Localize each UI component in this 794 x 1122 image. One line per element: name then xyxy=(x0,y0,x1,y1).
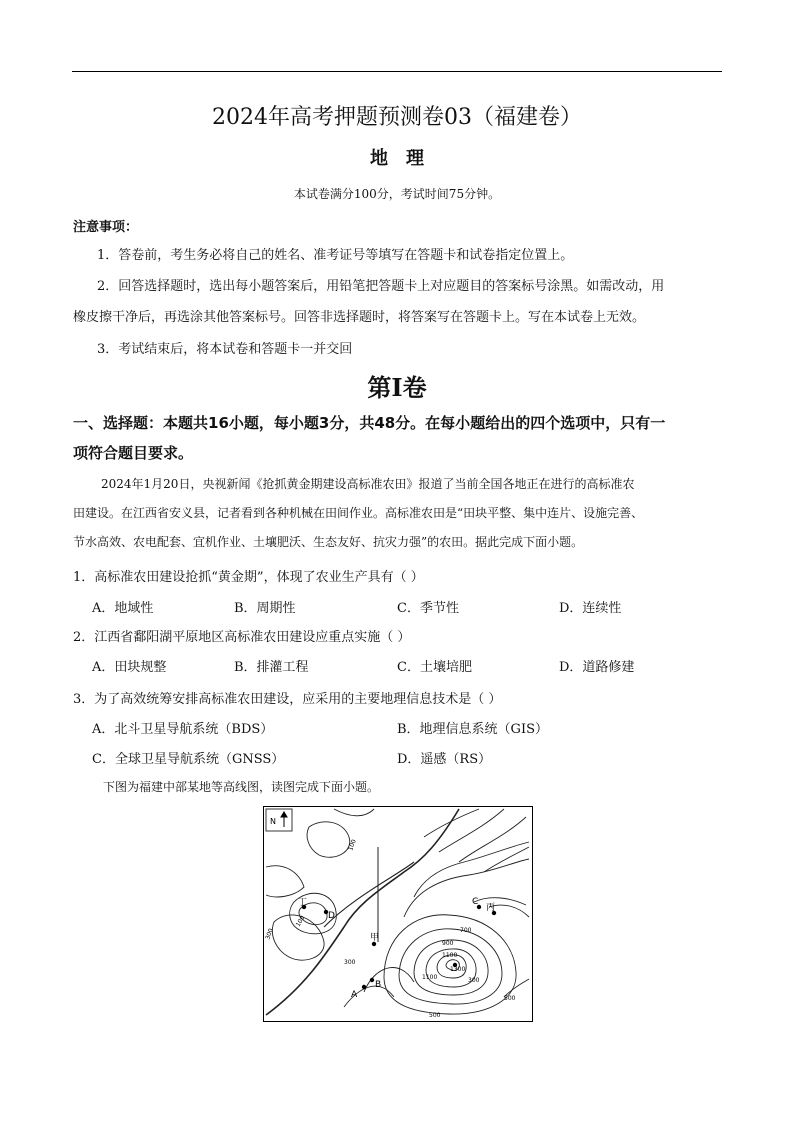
map-label-b: B xyxy=(375,980,382,990)
q1-option-b: B．周期性 xyxy=(234,601,296,616)
contour-label-5: 900 xyxy=(442,940,454,947)
notice-heading: 注意事项： xyxy=(73,220,139,235)
notice-item-2: 2．回答选择题时，选出每小题答案后，用铅笔把答题卡上对应题目的答案标号涂黑。如需改动，用 xyxy=(97,279,665,294)
question-3-stem: 3．为了高效统筹安排高标准农田建设，应采用的主要地理信息技术是（ ） xyxy=(73,692,502,707)
q2-option-c: C．土壤培肥 xyxy=(397,660,472,675)
map-label-d: D xyxy=(328,911,335,921)
q3-option-d: D．遥感（RS） xyxy=(397,752,492,767)
q3-option-c: C．全球卫星导航系统（GNSS） xyxy=(92,752,285,767)
road-line xyxy=(324,862,414,927)
contour-label-10: 300 xyxy=(344,959,356,966)
part-title: 第I卷 xyxy=(367,373,427,402)
map-label-ding: 丁 xyxy=(298,898,308,908)
contour-label-8: 1100 xyxy=(422,974,438,981)
contour-label-6: 1100 xyxy=(442,952,458,959)
section-heading-line2: 项符合题目要求。 xyxy=(73,444,194,462)
map-label-a: A xyxy=(351,990,358,1000)
contour-map-svg xyxy=(264,807,531,1020)
contour-map xyxy=(263,806,533,1022)
notice-item-3: 3．考试结束后，将本试卷和答题卡一并交回 xyxy=(97,342,353,357)
question-1-stem: 1．高标准农田建设抢抓“黄金期”，体现了农业生产具有（ ） xyxy=(73,570,424,585)
header-rule xyxy=(72,71,722,72)
q1-option-a: A．地域性 xyxy=(92,601,154,616)
contour-label-3: 500 xyxy=(504,995,516,1002)
exam-title: 2024年高考押题预测卷03（福建卷） xyxy=(212,105,582,130)
map-label-jia: 甲 xyxy=(370,933,380,943)
question-2-stem: 2．江西省鄱阳湖平原地区高标准农田建设应重点实施（ ） xyxy=(73,630,411,645)
contour-label-7: 1300 xyxy=(450,966,466,973)
river-line xyxy=(266,809,459,1015)
material-line3: 节水高效、农电配套、宜机作业、土壤肥沃、生态友好、抗灾力强”的农田。据此完成下面小题。 xyxy=(73,535,584,549)
q1-option-d: D．连续性 xyxy=(559,601,622,616)
contour-label-4: 700 xyxy=(460,927,472,934)
map-label-c: C xyxy=(472,897,479,907)
north-label: N xyxy=(270,817,276,826)
notice-item-1: 1．答卷前，考生务必将自己的姓名、准考证号等填写在答题卡和试卷指定位置上。 xyxy=(97,248,574,263)
contour-label-9: 500 xyxy=(429,1012,441,1019)
q2-option-a: A．田块规整 xyxy=(92,660,167,675)
contour-label-1: 100 xyxy=(294,914,307,928)
notice-item-2-cont: 橡皮擦干净后，再选涂其他答案标号。回答非选择题时，将答案写在答题卡上。写在本试卷上无效。 xyxy=(73,310,646,325)
section-heading xyxy=(73,408,723,468)
q3-option-b: B．地理信息系统（GIS） xyxy=(397,722,548,737)
contour-label-11: 300 xyxy=(264,927,275,941)
contour-label-12: 100 xyxy=(347,838,358,852)
q1-option-c: C．季节性 xyxy=(397,601,459,616)
score-time-note: 本试卷满分100分，考试时间75分钟。 xyxy=(293,187,501,201)
section-heading-line1: 一、选择题：本题共16小题，每小题3分，共48分。在每小题给出的四个选项中，只有一 xyxy=(73,414,666,432)
material-2: 下图为福建中部某地等高线图，读图完成下面小题。 xyxy=(103,780,380,794)
map-label-bing: 丙 xyxy=(486,903,496,913)
q2-option-b: B．排灌工程 xyxy=(234,660,309,675)
q3-option-a: A．北斗卫星导航系统（BDS） xyxy=(92,722,274,737)
material-line1: 2024年1月20日，央视新闻《抢抓黄金期建设高标准农田》报道了当前全国各地正在进行的高标准农 xyxy=(101,477,635,491)
material-line2: 田建设。在江西省安义县，记者看到各种机械在田间作业。高标准农田是“田块平整、集中连片、设施完善、 xyxy=(73,506,644,520)
subject-title: 地理 xyxy=(370,148,442,169)
q2-option-d: D．道路修建 xyxy=(559,660,635,675)
contour-label-2: 300 xyxy=(468,977,480,984)
